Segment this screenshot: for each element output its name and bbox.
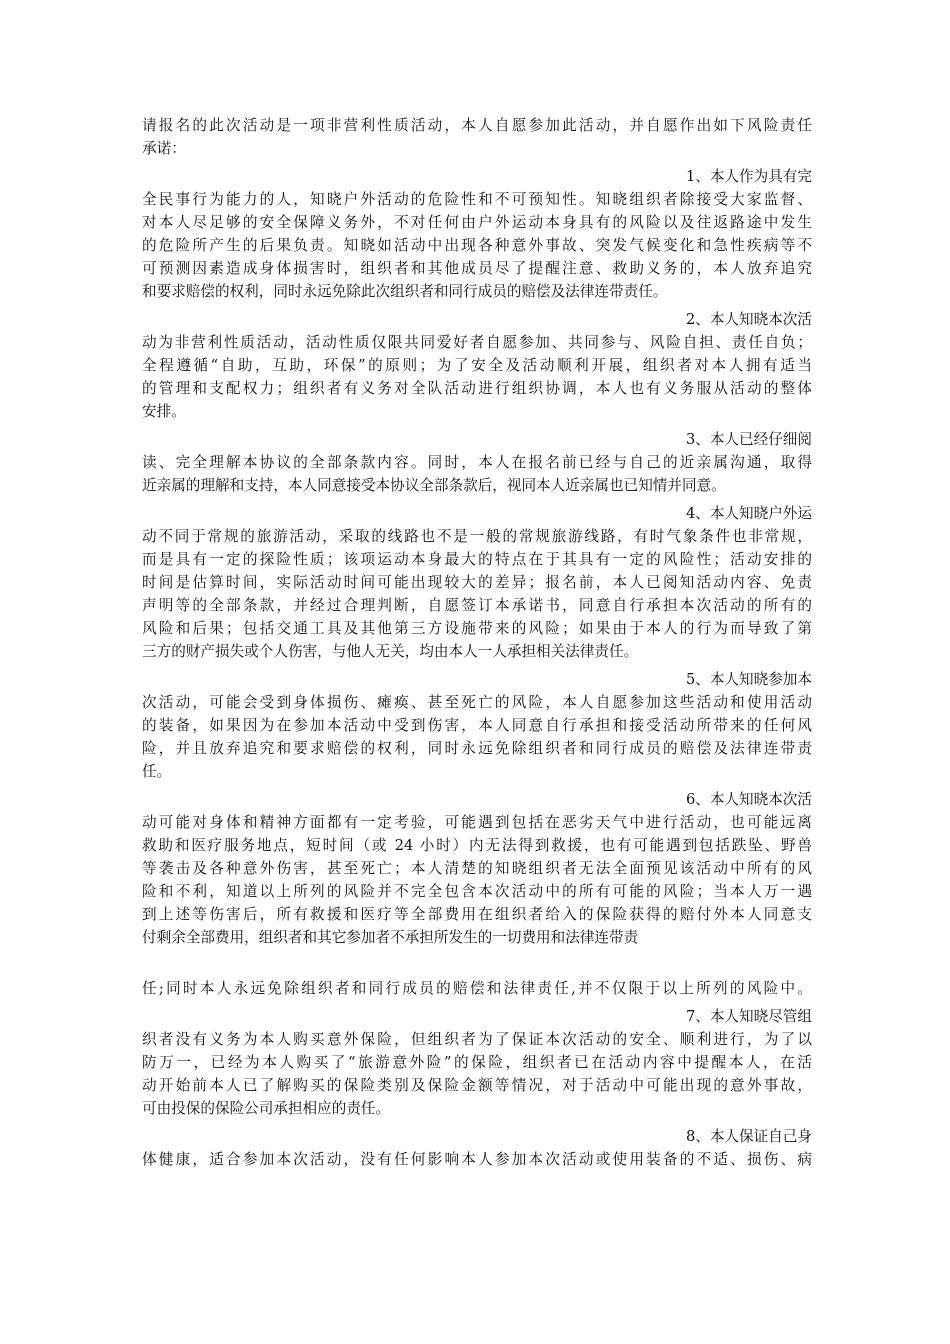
clause-5-line: 的装备，如果因为在参加本活动中受到伤害，本人同意自行承担和接受活动所带来的任何风 bbox=[142, 717, 812, 734]
clause-5-line: 险，并且放弃追究和要求赔偿的权利，同时永远免除组织者和同行成员的赔偿及法律连带责 bbox=[142, 740, 812, 757]
clause-2-line: 安排。 bbox=[142, 403, 186, 420]
clause-1-line: 可预测因素造成身体损害时，组织者和其他成员尽了提醒注意、救助义务的，本人放弃追究 bbox=[142, 260, 812, 277]
clause-7-line: 动开始前本人已了解购买的保险类别及保险金额等情况，对于活动中可能出现的意外事故， bbox=[142, 1077, 812, 1094]
clause-6-line: 救助和医疗服务地点，短时间（或 24 小时）内无法得到救援，也有可能遇到包括跌坠、野兽 bbox=[142, 837, 812, 854]
clause-4-line: 时间是估算时间，实际活动时间可能出现较大的差异；报名前，本人已阅知活动内容、免责 bbox=[142, 574, 812, 591]
clause-6-heading: 6、本人知晓本次活 bbox=[685, 791, 812, 808]
clause-4-line: 而是具有一定的探险性质；该项运动本身最大的特点在于其具有一定的风险性；活动安排的 bbox=[142, 551, 812, 568]
clause-5-line: 任。 bbox=[142, 763, 172, 780]
clause-7-heading: 7、本人知晓尽管组 bbox=[685, 1008, 812, 1025]
clause-2-heading: 2、本人知晓本次活 bbox=[685, 311, 812, 328]
clause-7-line: 防万一，已经为本人购买了“旅游意外险”的保险，组织者已在活动内容中提醒本人，在活 bbox=[142, 1054, 812, 1071]
clause-6-line: 等袭击及各种意外伤害，甚至死亡；本人清楚的知晓组织者无法全面预见该活动中所有的风 bbox=[142, 860, 812, 877]
intro-line-2: 承诺： bbox=[142, 140, 186, 157]
clause-4-line: 风险和后果；包括交通工具及其他第三方设施带来的风险；如果由于本人的行为而导致了第 bbox=[142, 620, 812, 637]
clause-1-line: 和要求赔偿的权利，同时永远免除此次组织者和同行成员的赔偿及法律连带责任。 bbox=[142, 283, 668, 300]
clause-2-line: 全程遵循“自助，互助，环保”的原则；为了安全及活动顺利开展，组织者对本人拥有适当 bbox=[142, 357, 812, 374]
clause-3-line: 近亲属的理解和支持，本人同意接受本协议全部条款后，视同本人近亲属也已知情并同意。 bbox=[142, 477, 726, 494]
clause-2-line: 动为非营利性质活动，活动性质仅限共同爱好者自愿参加、共同参与、风险自担、责任自负； bbox=[142, 334, 812, 351]
clause-6-line: 任;同时本人永远免除组织者和同行成员的赔偿和法律责任,并不仅限于以上所列的风险中。 bbox=[142, 980, 812, 997]
clause-8-line: 体健康，适合参加本次活动，没有任何影响本人参加本次活动或使用装备的不适、损伤、病 bbox=[142, 1151, 812, 1168]
clause-4-heading: 4、本人知晓户外运 bbox=[685, 505, 812, 522]
clause-8-heading: 8、本人保证自己身 bbox=[685, 1128, 812, 1145]
clause-6-line: 动可能对身体和精神方面都有一定考验，可能遇到包括在恶劣天气中进行活动，也可能远离 bbox=[142, 814, 812, 831]
clause-6-line: 付剩余全部费用，组织者和其它参加者不承担所发生的一切费用和法律连带责 bbox=[142, 929, 639, 946]
clause-5-line: 次活动，可能会受到身体损伤、瘫痪、甚至死亡的风险，本人自愿参加这些活动和使用活动 bbox=[142, 694, 812, 711]
clause-1-line: 对本人尽足够的安全保障义务外，不对任何由户外运动本身具有的风险以及往返路途中发生 bbox=[142, 214, 812, 231]
clause-4-line: 三方的财产损失或个人伤害，与他人无关，均由本人一人承担相关法律责任。 bbox=[142, 643, 639, 660]
clause-6-line: 到上述等伤害后，所有救援和医疗等全部费用在组织者给入的保险获得的赔付外本人同意支 bbox=[142, 906, 812, 923]
clause-7-line: 织者没有义务为本人购买意外保险，但组织者为了保证本次活动的安全、顺利进行，为了以 bbox=[142, 1031, 812, 1048]
clause-1-heading: 1、本人作为具有完 bbox=[685, 168, 812, 185]
clause-1-line: 的危险所产生的后果负责。知晓如活动中出现各种意外事故、突发气候变化和急性疾病等不 bbox=[142, 237, 812, 254]
clause-6-line: 险和不利，知道以上所列的风险并不完全包含本次活动中的所有可能的风险；当本人万一遇 bbox=[142, 883, 812, 900]
intro-line-1: 请报名的此次活动是一项非营利性质活动，本人自愿参加此活动，并自愿作出如下风险责任 bbox=[142, 117, 812, 134]
clause-3-line: 读、完全理解本协议的全部条款内容。同时，本人在报名前已经与自己的近亲属沟通，取得 bbox=[142, 454, 812, 471]
clause-5-heading: 5、本人知晓参加本 bbox=[685, 671, 812, 688]
clause-4-line: 动不同于常规的旅游活动，采取的线路也不是一般的常规旅游线路，有时气象条件也非常规， bbox=[142, 528, 812, 545]
clause-3-heading: 3、本人已经仔细阅 bbox=[685, 431, 812, 448]
clause-4-line: 声明等的全部条款，并经过合理判断，自愿签订本承诺书，同意自行承担本次活动的所有的 bbox=[142, 597, 812, 614]
clause-2-line: 的管理和支配权力；组织者有义务对全队活动进行组织协调，本人也有义务服从活动的整体 bbox=[142, 380, 812, 397]
clause-1-line: 全民事行为能力的人，知晓户外活动的危险性和不可预知性。知晓组织者除接受大家监督、 bbox=[142, 191, 812, 208]
clause-7-line: 可由投保的保险公司承担相应的责任。 bbox=[142, 1100, 391, 1117]
